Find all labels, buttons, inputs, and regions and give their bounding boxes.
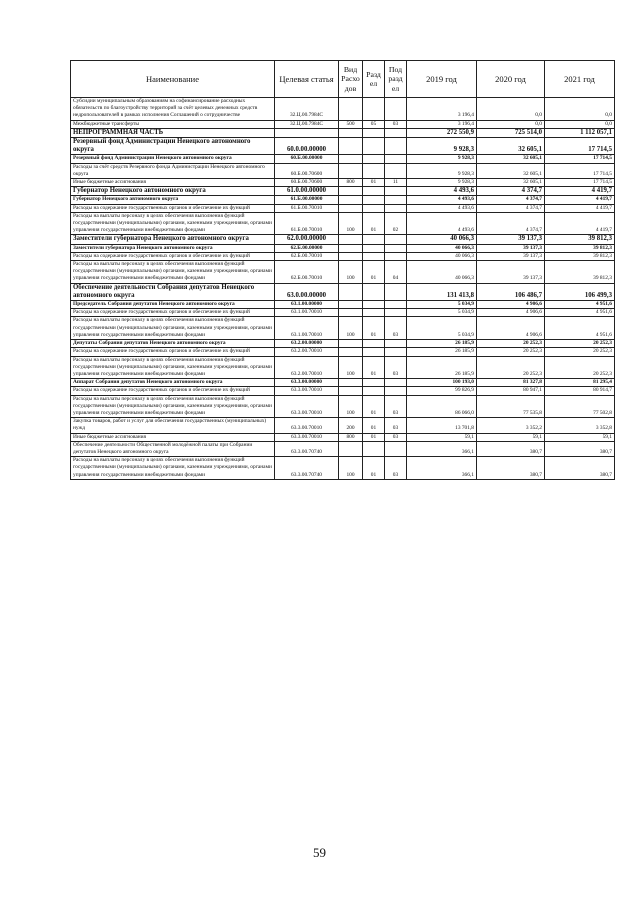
header-section: Раздел — [363, 61, 385, 98]
cell-rz: 01 — [363, 261, 385, 284]
cell-v2021: 20 252,3 — [545, 340, 615, 348]
budget-table — [70, 60, 615, 480]
cell-pr — [385, 235, 407, 244]
cell-vr — [339, 155, 363, 163]
cell-v2020: 380,7 — [477, 441, 545, 456]
cell-code: 60.Б.00.70600 — [275, 163, 339, 178]
cell-v2021: 4 951,6 — [545, 317, 615, 340]
cell-rz: 01 — [363, 433, 385, 441]
table-row — [71, 340, 615, 348]
cell-rz — [363, 98, 385, 121]
cell-v2019: 9 928,3 — [407, 155, 477, 163]
cell-name: Расходы на выплаты персоналу в целях обеспечения выполнения функций государственными (муниципальными) органами, казенными учреждениями, органами управления государственными внебюджетными фондами — [71, 317, 275, 340]
cell-v2019: 131 413,8 — [407, 283, 477, 300]
cell-v2021: 0,0 — [545, 120, 615, 128]
cell-v2020: 4 374,7 — [477, 196, 545, 204]
cell-v2021: 4 951,6 — [545, 309, 615, 317]
cell-v2019: 9 928,3 — [407, 138, 477, 155]
cell-pr — [385, 348, 407, 356]
cell-rz — [363, 283, 385, 300]
cell-name: Расходы на содержание государственных органов и обеспечение их функций — [71, 204, 275, 212]
cell-v2020: 20 252,3 — [477, 348, 545, 356]
cell-rz — [363, 128, 385, 137]
cell-v2019: 26 185,9 — [407, 356, 477, 379]
cell-code: 63.3.00.70740 — [275, 457, 339, 480]
cell-v2021: 106 499,3 — [545, 283, 615, 300]
cell-v2020: 39 137,3 — [477, 244, 545, 252]
cell-vr: 800 — [339, 179, 363, 187]
cell-rz — [363, 252, 385, 260]
cell-pr: 03 — [385, 395, 407, 418]
cell-pr: 03 — [385, 433, 407, 441]
cell-v2021: 4 419,7 — [545, 196, 615, 204]
cell-name: Расходы на выплаты персоналу в целях обеспечения выполнения функций государственными (муниципальными) органами, казенными учреждениями, органами управления государственными внебюджетными фондами — [71, 212, 275, 235]
cell-pr — [385, 204, 407, 212]
page-number: 59 — [313, 845, 326, 860]
cell-name: Обеспечение деятельности Собрания депутатов Ненецкого автономного округа — [71, 283, 275, 300]
cell-v2021: 0,0 — [545, 98, 615, 121]
table-row — [71, 212, 615, 235]
cell-pr — [385, 283, 407, 300]
table-row — [71, 120, 615, 128]
table-row — [71, 179, 615, 187]
cell-name: Расходы на выплаты персоналу в целях обеспечения выполнения функций государственными (муниципальными) органами, казенными учреждениями, органами управления государственными внебюджетными фондами — [71, 457, 275, 480]
cell-v2021: 3 352,8 — [545, 418, 615, 433]
cell-v2019: 40 066,3 — [407, 252, 477, 260]
cell-vr — [339, 441, 363, 456]
cell-v2020: 20 252,3 — [477, 356, 545, 379]
cell-rz — [363, 387, 385, 395]
header-2019: 2019 год — [407, 61, 477, 98]
cell-v2021: 77 502,8 — [545, 395, 615, 418]
table-row — [71, 395, 615, 418]
table-row — [71, 187, 615, 196]
cell-rz — [363, 138, 385, 155]
cell-rz — [363, 340, 385, 348]
cell-v2021: 17 714,5 — [545, 138, 615, 155]
cell-pr — [385, 187, 407, 196]
cell-v2021: 39 812,3 — [545, 244, 615, 252]
cell-code: 60.0.00.00000 — [275, 138, 339, 155]
cell-rz — [363, 163, 385, 178]
cell-v2019: 40 066,3 — [407, 261, 477, 284]
cell-v2020: 4 374,7 — [477, 212, 545, 235]
cell-rz: 01 — [363, 212, 385, 235]
table-row — [71, 317, 615, 340]
cell-pr: 03 — [385, 120, 407, 128]
cell-name: Резервный фонд Администрации Ненецкого автономного округа — [71, 155, 275, 163]
table-row — [71, 196, 615, 204]
cell-vr — [339, 98, 363, 121]
table-row — [71, 128, 615, 137]
cell-v2021: 1 112 057,1 — [545, 128, 615, 137]
cell-v2021: 4 419,7 — [545, 187, 615, 196]
cell-pr — [385, 98, 407, 121]
cell-v2020: 80 947,1 — [477, 387, 545, 395]
table-row — [71, 441, 615, 456]
cell-v2019: 272 550,9 — [407, 128, 477, 137]
cell-v2019: 99 826,9 — [407, 387, 477, 395]
cell-v2021: 4 419,7 — [545, 204, 615, 212]
cell-v2020: 4 906,6 — [477, 309, 545, 317]
cell-v2020: 32 605,1 — [477, 155, 545, 163]
cell-rz: 05 — [363, 120, 385, 128]
cell-vr — [339, 309, 363, 317]
cell-vr — [339, 387, 363, 395]
cell-v2020: 3 352,2 — [477, 418, 545, 433]
cell-v2021: 17 714,5 — [545, 155, 615, 163]
cell-pr — [385, 128, 407, 137]
cell-name: Иные бюджетные ассигнования — [71, 433, 275, 441]
cell-v2021: 17 714,5 — [545, 179, 615, 187]
cell-vr — [339, 235, 363, 244]
cell-vr: 100 — [339, 395, 363, 418]
cell-pr — [385, 441, 407, 456]
table-row — [71, 261, 615, 284]
cell-code: 63.3.00.70010 — [275, 418, 339, 433]
cell-pr: 03 — [385, 356, 407, 379]
cell-rz: 01 — [363, 395, 385, 418]
cell-vr — [339, 379, 363, 387]
cell-rz: 01 — [363, 317, 385, 340]
cell-code: 62.Б.00.70010 — [275, 261, 339, 284]
cell-name: Расходы на выплаты персоналу в целях обеспечения выполнения функций государственными (муниципальными) органами, казенными учреждениями, органами управления государственными внебюджетными фондами — [71, 356, 275, 379]
cell-v2020: 106 486,7 — [477, 283, 545, 300]
cell-vr — [339, 340, 363, 348]
cell-pr: 03 — [385, 317, 407, 340]
cell-v2020: 380,7 — [477, 457, 545, 480]
cell-vr — [339, 128, 363, 137]
cell-v2019: 13 701,8 — [407, 418, 477, 433]
cell-rz — [363, 196, 385, 204]
cell-v2019: 86 066,0 — [407, 395, 477, 418]
cell-name: Расходы на содержание государственных органов и обеспечение их функций — [71, 309, 275, 317]
cell-vr: 800 — [339, 433, 363, 441]
table-row — [71, 356, 615, 379]
table-row — [71, 379, 615, 387]
cell-v2020: 39 137,3 — [477, 261, 545, 284]
cell-name: Губернатор Ненецкого автономного округа — [71, 196, 275, 204]
cell-v2020: 725 514,0 — [477, 128, 545, 137]
cell-code: 32.Ц.00.7984С — [275, 98, 339, 121]
cell-code: 61.Б.00.70010 — [275, 212, 339, 235]
cell-vr — [339, 138, 363, 155]
cell-code: 61.Б.00.70010 — [275, 204, 339, 212]
cell-rz: 01 — [363, 418, 385, 433]
table-row — [71, 387, 615, 395]
cell-pr — [385, 340, 407, 348]
cell-name: НЕПРОГРАММНАЯ ЧАСТЬ — [71, 128, 275, 137]
cell-code: 32.Ц.00.7984С — [275, 120, 339, 128]
cell-v2019: 3 196,4 — [407, 98, 477, 121]
cell-rz — [363, 301, 385, 309]
cell-code: 60.Б.00.00000 — [275, 155, 339, 163]
cell-v2019: 40 066,3 — [407, 235, 477, 244]
cell-v2021: 17 714,5 — [545, 163, 615, 178]
cell-pr — [385, 163, 407, 178]
cell-v2019: 9 928,3 — [407, 163, 477, 178]
table-row — [71, 163, 615, 178]
cell-code: 63.1.00.00000 — [275, 301, 339, 309]
cell-v2019: 4 493,6 — [407, 187, 477, 196]
cell-rz — [363, 348, 385, 356]
cell-rz — [363, 379, 385, 387]
cell-code: 63.1.00.70010 — [275, 317, 339, 340]
cell-name: Губернатор Ненецкого автономного округа — [71, 187, 275, 196]
cell-vr: 100 — [339, 261, 363, 284]
cell-v2021: 4 951,6 — [545, 301, 615, 309]
cell-vr: 100 — [339, 317, 363, 340]
header-kind: Вид Расходов — [339, 61, 363, 98]
cell-v2020: 77 535,8 — [477, 395, 545, 418]
cell-v2021: 80 914,7 — [545, 387, 615, 395]
cell-v2019: 4 493,6 — [407, 212, 477, 235]
table-row — [71, 457, 615, 480]
cell-pr: 03 — [385, 457, 407, 480]
cell-rz — [363, 204, 385, 212]
cell-v2020: 59,1 — [477, 433, 545, 441]
cell-v2019: 5 034,9 — [407, 301, 477, 309]
cell-code: 61.0.00.00000 — [275, 187, 339, 196]
cell-v2020: 4 374,7 — [477, 204, 545, 212]
cell-vr — [339, 348, 363, 356]
cell-pr — [385, 309, 407, 317]
cell-code: 63.2.00.70010 — [275, 356, 339, 379]
cell-v2021: 4 419,7 — [545, 212, 615, 235]
table-row — [71, 252, 615, 260]
cell-rz: 01 — [363, 179, 385, 187]
cell-v2020: 39 137,3 — [477, 235, 545, 244]
cell-v2021: 39 812,3 — [545, 252, 615, 260]
cell-pr — [385, 252, 407, 260]
cell-code: 60.Б.00.70600 — [275, 179, 339, 187]
cell-vr: 100 — [339, 212, 363, 235]
cell-vr — [339, 163, 363, 178]
cell-vr: 200 — [339, 418, 363, 433]
cell-v2020: 0,0 — [477, 98, 545, 121]
header-target: Целевая статья — [275, 61, 339, 98]
cell-vr — [339, 187, 363, 196]
cell-pr — [385, 379, 407, 387]
cell-v2020: 20 252,3 — [477, 340, 545, 348]
cell-v2020: 81 327,8 — [477, 379, 545, 387]
cell-v2019: 5 034,9 — [407, 317, 477, 340]
cell-rz: 01 — [363, 356, 385, 379]
cell-name: Закупка товаров, работ и услуг для обеспечения государственных (муниципальных) нужд — [71, 418, 275, 433]
header-2020: 2020 год — [477, 61, 545, 98]
cell-v2019: 59,1 — [407, 433, 477, 441]
cell-code: 63.3.00.00000 — [275, 379, 339, 387]
cell-v2021: 81 295,4 — [545, 379, 615, 387]
table-body — [71, 98, 615, 480]
cell-v2021: 20 252,3 — [545, 348, 615, 356]
cell-v2019: 366,1 — [407, 441, 477, 456]
cell-code: 61.Б.00.00000 — [275, 196, 339, 204]
cell-code: 63.1.00.70010 — [275, 309, 339, 317]
cell-rz — [363, 187, 385, 196]
cell-v2019: 40 066,3 — [407, 244, 477, 252]
cell-v2020: 4 906,6 — [477, 317, 545, 340]
cell-name: Заместители губернатора Ненецкого автономного округа — [71, 235, 275, 244]
cell-v2019: 26 185,9 — [407, 348, 477, 356]
table-row — [71, 309, 615, 317]
cell-vr: 100 — [339, 457, 363, 480]
cell-pr — [385, 301, 407, 309]
cell-vr — [339, 204, 363, 212]
cell-code — [275, 128, 339, 137]
cell-pr — [385, 244, 407, 252]
cell-vr: 100 — [339, 356, 363, 379]
cell-v2021: 20 252,3 — [545, 356, 615, 379]
cell-vr — [339, 283, 363, 300]
cell-v2021: 380,7 — [545, 457, 615, 480]
cell-v2021: 380,7 — [545, 441, 615, 456]
cell-name: Аппарат Собрания депутатов Ненецкого автономного округа — [71, 379, 275, 387]
table-row — [71, 235, 615, 244]
cell-v2021: 39 812,3 — [545, 235, 615, 244]
cell-v2021: 59,1 — [545, 433, 615, 441]
cell-code: 63.2.00.70010 — [275, 348, 339, 356]
table-header-row — [71, 61, 615, 98]
cell-code: 63.3.00.70010 — [275, 387, 339, 395]
header-subsection: Подраздел — [385, 61, 407, 98]
cell-v2020: 32 605,1 — [477, 179, 545, 187]
header-2021: 2021 год — [545, 61, 615, 98]
cell-pr: 03 — [385, 418, 407, 433]
table-row — [71, 155, 615, 163]
cell-name: Расходы на содержание государственных органов и обеспечение их функций — [71, 348, 275, 356]
table-row — [71, 348, 615, 356]
table-row — [71, 244, 615, 252]
header-name: Наименование — [71, 61, 275, 98]
cell-pr — [385, 155, 407, 163]
cell-rz — [363, 244, 385, 252]
cell-name: Заместители губернатора Ненецкого автономного округа — [71, 244, 275, 252]
cell-v2019: 26 185,9 — [407, 340, 477, 348]
cell-code: 63.2.00.00000 — [275, 340, 339, 348]
cell-code: 62.Б.00.70010 — [275, 252, 339, 260]
cell-name: Обеспечение деятельности Общественной молодёжной палаты при Собрании депутатов Ненецкого автономного округа — [71, 441, 275, 456]
cell-name: Председатель Собрания депутатов Ненецкого автономного округа — [71, 301, 275, 309]
table-row — [71, 98, 615, 121]
cell-vr — [339, 301, 363, 309]
cell-name: Расходы за счёт средств Резервного фонда Администрации Ненецкого автономного округа — [71, 163, 275, 178]
cell-vr: 500 — [339, 120, 363, 128]
cell-vr — [339, 244, 363, 252]
cell-pr — [385, 387, 407, 395]
cell-v2020: 39 137,3 — [477, 252, 545, 260]
cell-pr: 11 — [385, 179, 407, 187]
cell-vr — [339, 252, 363, 260]
cell-name: Депутаты Собрания депутатов Ненецкого автономного округа — [71, 340, 275, 348]
cell-name: Субсидии муниципальным образованиям на софинансирование расходных обязательств по благоустройству территорий за счёт целевых денежных средств недропользователей в рамках исполнения Соглашений о сотрудничестве — [71, 98, 275, 121]
cell-name: Иные бюджетные ассигнования — [71, 179, 275, 187]
cell-v2019: 9 928,3 — [407, 179, 477, 187]
cell-v2020: 0,0 — [477, 120, 545, 128]
cell-v2019: 366,1 — [407, 457, 477, 480]
table-row — [71, 204, 615, 212]
cell-code: 63.3.00.70010 — [275, 395, 339, 418]
cell-v2019: 3 196,4 — [407, 120, 477, 128]
cell-name: Расходы на выплаты персоналу в целях обеспечения выполнения функций государственными (муниципальными) органами, казенными учреждениями, органами управления государственными внебюджетными фондами — [71, 261, 275, 284]
cell-name: Расходы на выплаты персоналу в целях обеспечения выполнения функций государственными (муниципальными) органами, казенными учреждениями, органами управления государственными внебюджетными фондами — [71, 395, 275, 418]
cell-code: 63.3.00.70740 — [275, 441, 339, 456]
cell-v2020: 4 906,6 — [477, 301, 545, 309]
table-row — [71, 301, 615, 309]
cell-code: 63.3.00.70010 — [275, 433, 339, 441]
cell-pr — [385, 196, 407, 204]
cell-v2020: 4 374,7 — [477, 187, 545, 196]
cell-pr — [385, 138, 407, 155]
cell-v2019: 4 493,6 — [407, 196, 477, 204]
cell-v2019: 100 193,0 — [407, 379, 477, 387]
cell-rz — [363, 155, 385, 163]
cell-code: 63.0.00.00000 — [275, 283, 339, 300]
cell-rz — [363, 309, 385, 317]
cell-name: Расходы на содержание государственных органов и обеспечение их функций — [71, 387, 275, 395]
cell-rz: 01 — [363, 457, 385, 480]
table-row — [71, 418, 615, 433]
cell-pr: 04 — [385, 261, 407, 284]
cell-v2019: 5 034,9 — [407, 309, 477, 317]
table-row — [71, 283, 615, 300]
table-row — [71, 138, 615, 155]
cell-v2020: 32 605,1 — [477, 163, 545, 178]
cell-code: 62.Б.00.00000 — [275, 244, 339, 252]
cell-rz — [363, 441, 385, 456]
cell-name: Расходы на содержание государственных органов и обеспечение их функций — [71, 252, 275, 260]
cell-v2020: 32 605,1 — [477, 138, 545, 155]
cell-v2021: 39 812,3 — [545, 261, 615, 284]
cell-code: 62.0.00.00000 — [275, 235, 339, 244]
cell-rz — [363, 235, 385, 244]
table-row — [71, 433, 615, 441]
cell-v2019: 4 493,6 — [407, 204, 477, 212]
cell-vr — [339, 196, 363, 204]
cell-pr: 02 — [385, 212, 407, 235]
cell-name: Резервный фонд Администрации Ненецкого автономного округа — [71, 138, 275, 155]
cell-name: Межбюджетные трансферты — [71, 120, 275, 128]
